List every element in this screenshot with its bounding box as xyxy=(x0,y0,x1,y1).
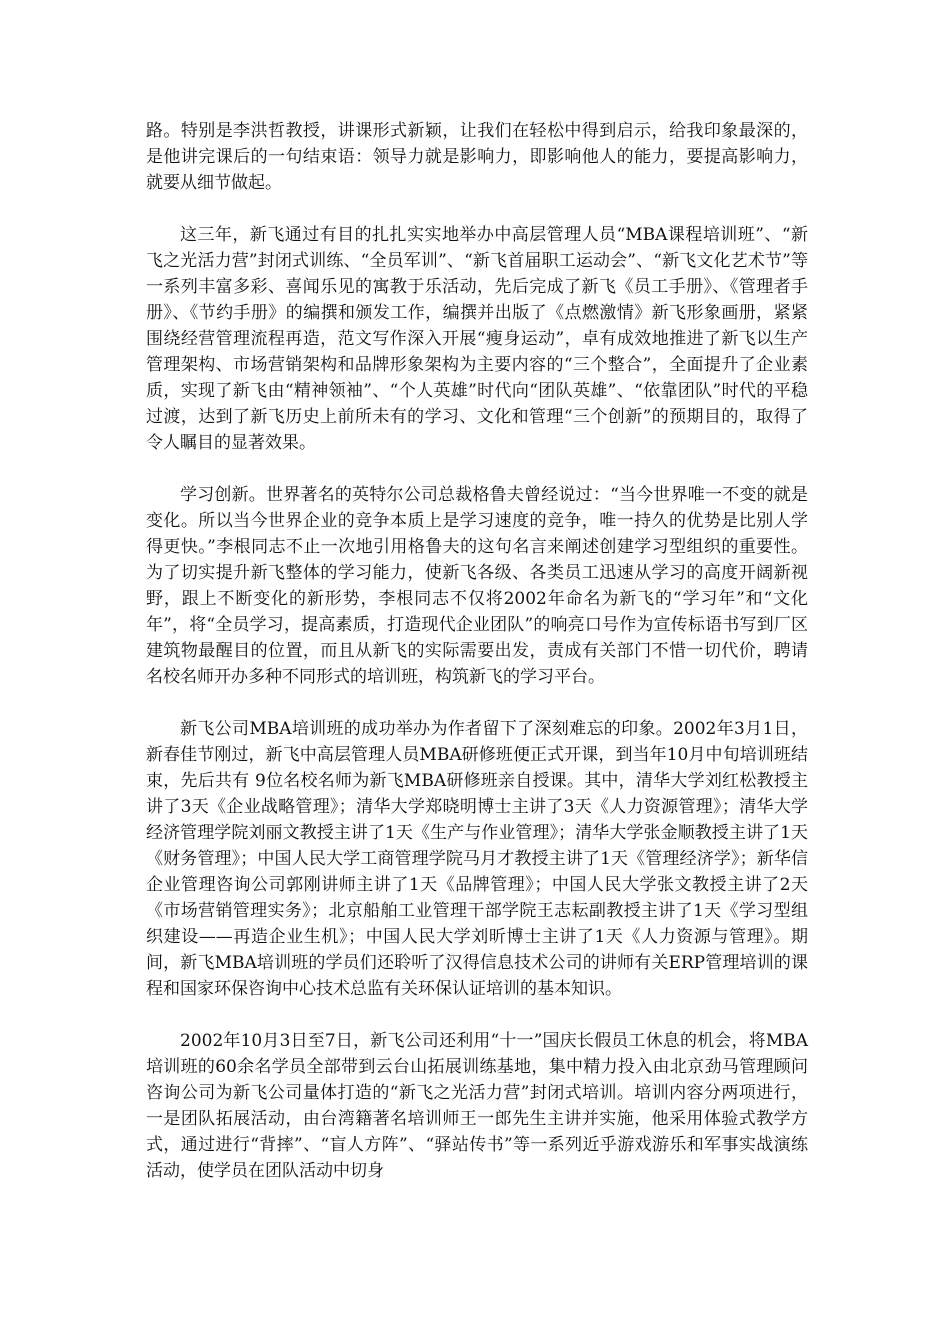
paragraph-continuation: 路。特别是李洪哲教授，讲课形式新颖，让我们在轻松中得到启示，给我印象最深的，是他讲完课后的一句结束语：领导力就是影响力，即影响他人的能力，要提高影响力，就要从细节做起。 xyxy=(146,121,808,193)
paragraph-outward-bound: 2002年10月3日至7日，新飞公司还利用“十一”国庆长假员工休息的机会，将MBA培训班的60余名学员全部带到云台山拓展训练基地，集中精力投入由北京劲马管理顾问咨询公司为新飞公司量体打造的“新飞之光活力营”封闭式培训。培训内容分两项进行，一是团队拓展活动，由台湾籍著名培训师王一郎先生主讲并实施，他采用体验式教学方式，通过进行“背摔”、“盲人方阵”、“驿站传书”等一系列近乎游戏游乐和军事实战演练活动，使学员在团队活动中切身 xyxy=(146,1031,808,1181)
document-body xyxy=(146,118,808,1210)
paragraph-three-years: 这三年，新飞通过有目的扎扎实实地举办中高层管理人员“MBA课程培训班”、“新飞之光活力营”封闭式训练、“全员军训”、“新飞首届职工运动会”、“新飞文化艺术节”等一系列丰富多彩、喜闻乐见的寓教于乐活动，先后完成了新飞《员工手册》、《管理者手册》、《节约手册》的编撰和颁发工作，编撰并出版了《点燃激情》新飞形象画册，紧紧围绕经营管理流程再造，范文写作深入开展“瘦身运动”，卓有成效地推进了新飞以生产管理架构、市场营销架构和品牌形象架构为主要内容的“三个整合”，全面提升了企业素质，实现了新飞由“精神领袖”、“个人英雄”时代向“团队英雄”、“依靠团队”时代的平稳过渡，达到了新飞历史上前所未有的学习、文化和管理“三个创新”的预期目的，取得了令人瞩目的显著效果。 xyxy=(146,225,808,453)
paragraph-mba-training: 新飞公司MBA培训班的成功举办为作者留下了深刻难忘的印象。2002年3月1日，新春佳节刚过，新飞中高层管理人员MBA研修班便正式开课，到当年10月中旬培训班结束，先后共有 9位名校名师为新飞MBA研修班亲自授课。其中，清华大学刘红松教授主讲了3天《企业战略管理》；清华大学郑晓明博士主讲了3天《人力资源管理》；清华大学经济管理学院刘丽文教授主讲了1天《生产与作业管理》；清华大学张金顺教授主讲了1天《财务管理》；中国人民大学工商管理学院马月才教授主讲了1天《管理经济学》；新华信企业管理咨询公司郭刚讲师主讲了1天《品牌管理》；中国人民大学张文教授主讲了2天《市场营销管理实务》；北京船舶工业管理干部学院王志耘副教授主讲了1天《学习型组织建设——再造企业生机》；中国人民大学刘昕博士主讲了1天《人力资源与管理》。期间，新飞MBA培训班的学员们还聆听了汉得信息技术公司的讲师有关ERP管理培训的课程和国家环保咨询中心技术总监有关环保认证培训的基本知识。 xyxy=(146,719,808,999)
paragraph-learning-innovation: 学习创新。世界著名的英特尔公司总裁格鲁夫曾经说过：“当今世界唯一不变的就是变化。所以当今世界企业的竞争本质上是学习速度的竞争，唯一持久的优势是比别人学得更快。”李根同志不止一次地引用格鲁夫的这句名言来阐述创建学习型组织的重要性。为了切实提升新飞整体的学习能力，使新飞各级、各类员工迅速从学习的高度开阔新视野，跟上不断变化的新形势，李根同志不仅将2002年命名为新飞的“学习年”和“文化年”，将“全员学习，提高素质，打造现代企业团队”的响亮口号作为宣传标语书写到厂区建筑物最醒目的位置，而且从新飞的实际需要出发，责成有关部门不惜一切代价，聘请名校名师开办多种不同形式的培训班，构筑新飞的学习平台。 xyxy=(146,485,808,687)
